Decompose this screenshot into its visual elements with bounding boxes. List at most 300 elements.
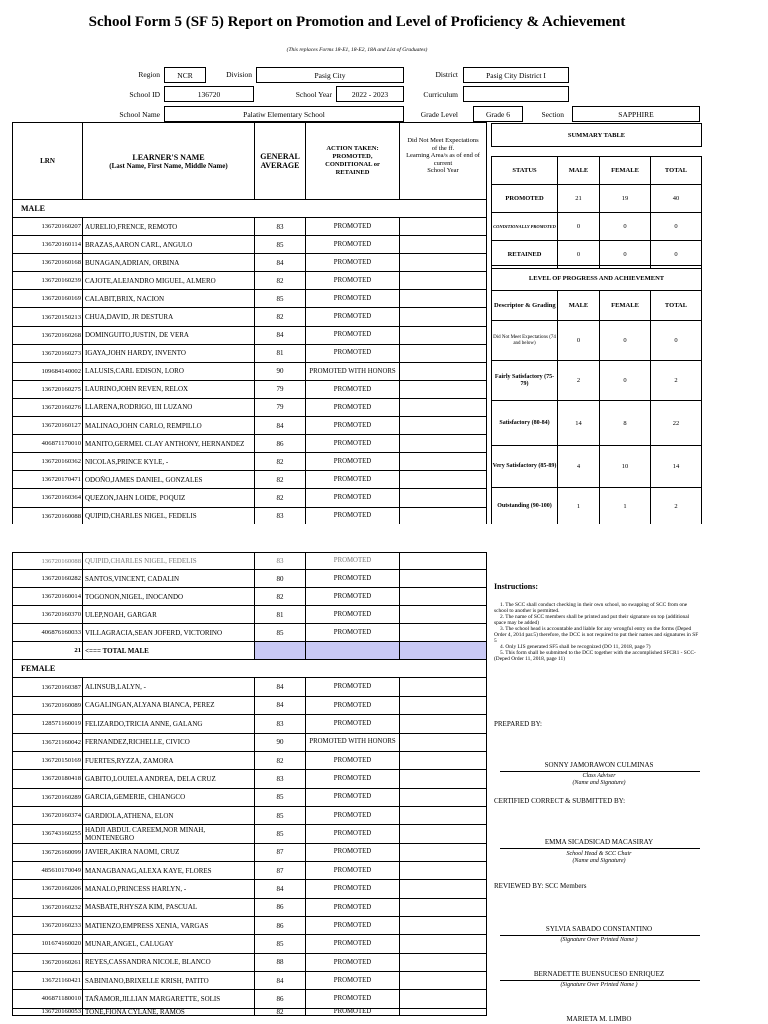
table-row	[13, 489, 487, 507]
name-header: LEARNER'S NAME (Last Name, First Name, Middle Name)	[83, 123, 255, 200]
table-row-average: 84	[255, 696, 306, 714]
table-row-action: PROMOTED	[306, 788, 400, 806]
table-row	[13, 398, 487, 416]
table-row-remarks	[400, 916, 487, 934]
table-row	[13, 916, 487, 934]
progress-table	[491, 265, 702, 526]
table-row	[13, 953, 487, 971]
progress-descriptor: Fairly Satisfactory (75-79)	[492, 361, 558, 401]
table-row-lrn: 136720160088	[13, 507, 83, 525]
table-row-remarks	[400, 825, 487, 843]
table-row-name: ODOÑO,JAMES DANIEL, GONZALES	[83, 471, 255, 489]
table-row	[13, 624, 487, 642]
table-row-average: 85	[255, 806, 306, 824]
district-label: District	[435, 70, 458, 79]
table-row-average: 88	[255, 953, 306, 971]
scc-member-name: MARIETA M. LIMBO	[566, 1015, 632, 1023]
table-row-action: PROMOTED	[306, 935, 400, 953]
table-row-action: PROMOTED	[306, 570, 400, 588]
progress-total-header: TOTAL	[651, 291, 702, 321]
grade-level-field: Grade 6	[473, 106, 523, 122]
table-row-remarks	[400, 362, 487, 380]
table-row-lrn: 136720150169	[13, 751, 83, 769]
table-row-remarks	[400, 953, 487, 971]
table-row-lrn: 136720160088	[13, 553, 83, 570]
table-row-name: QUIPID,CHARLES NIGEL, FEDELIS	[83, 507, 255, 525]
summary-total-value: 0	[651, 241, 702, 269]
table-row-lrn: 136720180418	[13, 770, 83, 788]
table-row-name: QUIPID,CHARLES NIGEL, FEDELIS	[83, 553, 255, 570]
progress-male-value: 2	[558, 361, 600, 401]
section-label: Section	[541, 110, 564, 119]
table-row-average: 86	[255, 435, 306, 453]
table-row-name: MATIENZO,EMPRESS XENIA, VARGAS	[83, 916, 255, 934]
table-row-remarks	[400, 935, 487, 953]
table-row-remarks	[400, 861, 487, 879]
table-row-lrn: 136720160114	[13, 236, 83, 254]
table-row-remarks	[400, 471, 487, 489]
table-row	[13, 218, 487, 236]
progress-female-value: 0	[600, 361, 651, 401]
table-row-lrn: 136720160273	[13, 344, 83, 362]
table-row	[13, 588, 487, 606]
district-field: Pasig City District I	[463, 67, 569, 83]
summary-total-value: 40	[651, 185, 702, 213]
table-row-remarks	[400, 588, 487, 606]
instruction-item: 3. The school head is accountable and liable for any wrongful entry on the forms (Deped Order 4, 2014 par.5) therefore, the DCC is not required to put their names and signatures in SF 5	[494, 626, 699, 644]
table-row-action: PROMOTED	[306, 272, 400, 290]
table-row	[13, 825, 487, 843]
table-row	[13, 788, 487, 806]
table-row-name: JAVIER,AKIRA NAOMI, CRUZ	[83, 843, 255, 861]
table-row-lrn: 485610170049	[13, 861, 83, 879]
table-row-lrn: 136720160261	[13, 953, 83, 971]
table-row	[13, 308, 487, 326]
progress-female-value: 0	[600, 321, 651, 361]
table-row-average: 82	[255, 751, 306, 769]
summary-male-value: 0	[558, 213, 600, 241]
school-head-sub: (Name and Signature)	[572, 858, 626, 864]
table-row-name: VILLAGRACIA,SEAN JOFERD, VICTORINO	[83, 624, 255, 642]
table-row-lrn: 136726160099	[13, 843, 83, 861]
table-row	[13, 254, 487, 272]
table-row-action: PROMOTED	[306, 696, 400, 714]
table-row-average: 85	[255, 935, 306, 953]
table-row-action: PROMOTED WITH HONORS	[306, 733, 400, 751]
table-row-name: MANITO,GERMEL CLAY ANTHONY, HERNANDEZ	[83, 435, 255, 453]
adviser-signature-line	[500, 771, 700, 772]
table-row-name: MUNAR,ANGEL, CALUGAY	[83, 935, 255, 953]
progress-total-value: 2	[651, 361, 702, 401]
table-row-name: BUNAGAN,ADRIAN, ORBINA	[83, 254, 255, 272]
table-row-lrn: 136721160421	[13, 971, 83, 989]
table-row	[13, 272, 487, 290]
table-row-name: SABINIANO,BRIXELLE KRISH, PATITO	[83, 971, 255, 989]
table-row-remarks	[400, 398, 487, 416]
table-row-lrn: 109684140002	[13, 362, 83, 380]
scc-member-name: BERNADETTE BUENSUCESO ENRIQUEZ	[533, 970, 665, 978]
division-field: Pasig City	[256, 67, 404, 83]
table-row-average: 85	[255, 624, 306, 642]
scc-member-name: SYLVIA SABADO CONSTANTINO	[545, 925, 653, 933]
table-row	[13, 326, 487, 344]
table-row-name: GARCIA,GEMERIE, CHIANGCO	[83, 788, 255, 806]
table-row-lrn: 136720160053	[13, 1008, 83, 1015]
form-title: School Form 5 (SF 5) Report on Promotion and Level of Proficiency & Achievement	[88, 14, 626, 30]
table-row-average: 83	[255, 715, 306, 733]
table-row-remarks	[400, 806, 487, 824]
table-row-average: 84	[255, 880, 306, 898]
division-label: Division	[226, 70, 252, 79]
table-row-average: 79	[255, 380, 306, 398]
school-id-field: 136720	[164, 86, 254, 102]
table-row-average: 81	[255, 344, 306, 362]
table-row	[13, 236, 487, 254]
table-row-action: PROMOTED	[306, 489, 400, 507]
table-row-average: 82	[255, 308, 306, 326]
adviser-role: Class Adviser	[582, 773, 616, 779]
table-row-remarks	[400, 880, 487, 898]
table-row-action: PROMOTED	[306, 290, 400, 308]
progress-total-value: 22	[651, 401, 702, 446]
table-row-remarks	[400, 606, 487, 624]
table-row-action: PROMOTED	[306, 453, 400, 471]
table-row-average: 84	[255, 326, 306, 344]
table-row-average: 84	[255, 971, 306, 989]
instruction-item: 1. The SCC shall conduct checking in their own school, no swapping of SCC from one school to another is permitted.	[494, 602, 688, 614]
table-row-lrn: 136720160232	[13, 898, 83, 916]
total-male-count: 21	[13, 642, 83, 660]
summary-male-header: MALE	[558, 157, 600, 185]
table-row-action: PROMOTED	[306, 1008, 400, 1015]
table-row-average: 84	[255, 254, 306, 272]
table-row	[13, 696, 487, 714]
table-row-average: 90	[255, 733, 306, 751]
table-row	[13, 380, 487, 398]
table-row-lrn: 136720160364	[13, 489, 83, 507]
table-row-name: SANTOS,VINCENT, CADALIN	[83, 570, 255, 588]
table-row-action: PROMOTED	[306, 953, 400, 971]
table-row-name: MALINAO,JOHN CARLO, REMPILLO	[83, 417, 255, 435]
table-row-remarks	[400, 733, 487, 751]
table-row-lrn: 101674160020	[13, 935, 83, 953]
reviewed-label: REVIEWED BY: SCC Members	[494, 882, 587, 890]
table-row-name: FELIZARDO,TRICIA ANNE, GALANG	[83, 715, 255, 733]
summary-male-value: 21	[558, 185, 600, 213]
summary-title: SUMMARY TABLE	[492, 124, 702, 147]
table-row-action: PROMOTED	[306, 606, 400, 624]
summary-total-header: TOTAL	[651, 157, 702, 185]
table-row-remarks	[400, 971, 487, 989]
summary-female-value: 0	[600, 241, 651, 269]
table-row-name: LLARENA,RODRIGO, III LUZANO	[83, 398, 255, 416]
table-row-remarks	[400, 751, 487, 769]
table-row	[13, 435, 487, 453]
table-row	[13, 990, 487, 1008]
table-row-remarks	[400, 308, 487, 326]
summary-female-value: 19	[600, 185, 651, 213]
table-row-remarks	[400, 435, 487, 453]
progress-title: LEVEL OF PROGRESS AND ACHIEVEMENT	[492, 266, 702, 291]
table-row-action: PROMOTED	[306, 825, 400, 843]
table-row-action: PROMOTED	[306, 588, 400, 606]
school-id-label: School ID	[129, 90, 160, 99]
table-row-remarks	[400, 489, 487, 507]
table-row	[13, 453, 487, 471]
table-row-average: 86	[255, 898, 306, 916]
table-row-name: MASBATE,RHYSZA KIM, PASCUAL	[83, 898, 255, 916]
summary-status-conditional: CONDITIONALLY PROMOTED	[492, 213, 558, 241]
total-male-label: <=== TOTAL MALE	[83, 642, 255, 660]
table-row-average: 83	[255, 507, 306, 525]
table-row-remarks	[400, 218, 487, 236]
table-row-action: PROMOTED	[306, 344, 400, 362]
instructions-list	[494, 602, 702, 662]
table-row-name: CHUA,DAVID, JR DESTURA	[83, 308, 255, 326]
school-head-role: School Head & SCC Chair	[566, 851, 632, 857]
table-row-remarks	[400, 236, 487, 254]
table-row-action: PROMOTED	[306, 990, 400, 1008]
table-row-name: MANAGBANAG,ALEXA KAYE, FLORES	[83, 861, 255, 879]
form-subtitle: (This replaces Forms 18-E1, 18-E2, 18A and List of Graduates)	[286, 47, 428, 53]
progress-female-value: 8	[600, 401, 651, 446]
summary-total-value: 0	[651, 213, 702, 241]
table-row-lrn: 136720160089	[13, 696, 83, 714]
table-row-remarks	[400, 570, 487, 588]
table-row-action: PROMOTED	[306, 507, 400, 525]
summary-status-promoted: PROMOTED	[492, 185, 558, 213]
progress-male-value: 1	[558, 488, 600, 526]
table-row	[13, 935, 487, 953]
table-row	[13, 880, 487, 898]
member-signature-line	[500, 935, 700, 936]
school-name-label: School Name	[119, 110, 160, 119]
dnme-header: Did Not Meet Expectations of the ff. Learning Area/s as of end of current School Year	[400, 123, 487, 200]
table-row-name: CAJOTE,ALEJANDRO MIGUEL, ALMERO	[83, 272, 255, 290]
prepared-by-label: PREPARED BY:	[494, 720, 542, 728]
progress-male-value: 14	[558, 401, 600, 446]
table-row-remarks	[400, 272, 487, 290]
table-row-average: 85	[255, 825, 306, 843]
progress-total-value: 14	[651, 446, 702, 488]
table-row-remarks	[400, 417, 487, 435]
table-row-average: 85	[255, 236, 306, 254]
table-row-action: PROMOTED	[306, 471, 400, 489]
table-row-remarks	[400, 678, 487, 696]
progress-total-value: 0	[651, 321, 702, 361]
table-row	[13, 417, 487, 435]
table-row-average: 87	[255, 861, 306, 879]
table-row-lrn: 136720160276	[13, 398, 83, 416]
table-row-average: 80	[255, 570, 306, 588]
table-row-average: 82	[255, 471, 306, 489]
table-row	[13, 733, 487, 751]
table-row-name: LAURINO,JOHN REVEN, RELOX	[83, 380, 255, 398]
action-header: ACTION TAKEN: PROMOTED, CONDITIONAL or RETAINED	[306, 123, 400, 200]
table-row-action: PROMOTED	[306, 678, 400, 696]
table-row-lrn: 136720170471	[13, 471, 83, 489]
table-row-name: REYES,CASSANDRA NICOLE, BLANCO	[83, 953, 255, 971]
grade-level-label: Grade Level	[420, 110, 458, 119]
learners-table-continued	[12, 552, 487, 1016]
average-header: GENERAL AVERAGE	[255, 123, 306, 200]
summary-table	[491, 123, 702, 269]
table-row-average: 85	[255, 788, 306, 806]
male-section-label: MALE	[13, 200, 487, 218]
table-row-lrn: 406871180010	[13, 990, 83, 1008]
table-row-lrn: 136743160255	[13, 825, 83, 843]
table-row-action: PROMOTED	[306, 806, 400, 824]
table-row-name: GABITO,LOUIELA ANDREA, DELA CRUZ	[83, 770, 255, 788]
school-head-name: EMMA SICADSICAD MACASIRAY	[544, 838, 654, 846]
table-row-lrn: 136720160169	[13, 290, 83, 308]
instruction-item: 5. This form shall be submitted to the DCC together with the accomplished SFCR1 - SCC- (Deped Order 11, 2018, page 11)	[494, 650, 696, 662]
table-row-name: QUEZON,JAHN LOIDE, POQUIZ	[83, 489, 255, 507]
female-section-label: FEMALE	[13, 660, 487, 678]
table-row-remarks	[400, 290, 487, 308]
table-row	[13, 606, 487, 624]
head-signature-line	[500, 848, 700, 849]
table-row-lrn: 136720160233	[13, 916, 83, 934]
table-row-action: PROMOTED WITH HONORS	[306, 362, 400, 380]
table-row-average: 82	[255, 453, 306, 471]
table-row-action: PROMOTED	[306, 916, 400, 934]
curriculum-label: Curriculum	[423, 90, 458, 99]
table-row	[13, 861, 487, 879]
table-row-action: PROMOTED	[306, 380, 400, 398]
table-row	[13, 344, 487, 362]
progress-descriptor: Outstanding (90-100)	[492, 488, 558, 526]
table-row	[13, 751, 487, 769]
table-row-lrn: 136720160239	[13, 272, 83, 290]
table-row-average: 83	[255, 218, 306, 236]
table-row-action: PROMOTED	[306, 751, 400, 769]
adviser-name: SONNY JAMORAWON CULMINAS	[544, 761, 654, 769]
table-row-average: 85	[255, 290, 306, 308]
table-row-remarks	[400, 898, 487, 916]
table-row-average: 83	[255, 770, 306, 788]
progress-male-header: MALE	[558, 291, 600, 321]
table-row-name: CAGALINGAN,ALYANA BIANCA, PEREZ	[83, 696, 255, 714]
table-row-lrn: 136720150213	[13, 308, 83, 326]
table-row-average: 79	[255, 398, 306, 416]
table-row-action: PROMOTED	[306, 308, 400, 326]
instruction-item: 4. Only LIS generated SF5 shall be recognized (DO 11, 2018, page 7)	[500, 644, 651, 650]
table-row-average: 82	[255, 272, 306, 290]
table-row	[13, 715, 487, 733]
table-row-remarks	[400, 696, 487, 714]
table-row-action: PROMOTED	[306, 898, 400, 916]
table-row-lrn: 136720160282	[13, 570, 83, 588]
table-row-lrn: 136720160387	[13, 678, 83, 696]
table-row-lrn: 136720160168	[13, 254, 83, 272]
table-row-name: FERNANDEZ,RICHELLE, CIVICO	[83, 733, 255, 751]
adviser-sub: (Name and Signature)	[572, 780, 626, 786]
table-row-remarks	[400, 770, 487, 788]
scc-member-sub: (Signature Over Printed Name )	[560, 937, 638, 943]
table-row-action: PROMOTED	[306, 770, 400, 788]
table-row	[13, 471, 487, 489]
table-row-remarks	[400, 254, 487, 272]
table-row-action: PROMOTED	[306, 326, 400, 344]
learners-table	[12, 122, 487, 526]
table-row-average: 84	[255, 417, 306, 435]
table-row-action: PROMOTED	[306, 398, 400, 416]
table-row-name: GARDIOLA,ATHENA, ELON	[83, 806, 255, 824]
progress-female-value: 1	[600, 488, 651, 526]
table-row-name: ALINSUB,LALYN, -	[83, 678, 255, 696]
table-row-action: PROMOTED	[306, 553, 400, 570]
table-row-name: IGAYA,JOHN HARDY, INVENTO	[83, 344, 255, 362]
table-row-average: 90	[255, 362, 306, 380]
table-row-lrn: 128571160019	[13, 715, 83, 733]
summary-female-value: 0	[600, 213, 651, 241]
table-row-lrn: 406876160033	[13, 624, 83, 642]
table-row-name: AURELIO,FRENCE, REMOTO	[83, 218, 255, 236]
table-row-lrn: 136720160127	[13, 417, 83, 435]
table-row-remarks	[400, 453, 487, 471]
table-row-average: 84	[255, 678, 306, 696]
school-year-label: School Year	[295, 90, 332, 99]
region-label: Region	[138, 70, 160, 79]
table-row-lrn: 136720160362	[13, 453, 83, 471]
curriculum-field	[463, 86, 569, 102]
table-row-remarks	[400, 715, 487, 733]
table-row-action: PROMOTED	[306, 861, 400, 879]
table-row-average: 82	[255, 489, 306, 507]
school-year-field: 2022 - 2023	[336, 86, 404, 102]
table-row-average: 81	[255, 606, 306, 624]
table-row-lrn: 136720160289	[13, 788, 83, 806]
progress-desc-header: Descriptor & Grading	[492, 291, 558, 321]
summary-status-retained: RETAINED	[492, 241, 558, 269]
table-row-average: 82	[255, 1008, 306, 1015]
table-row-name: ULEP,NOAH, GARGAR	[83, 606, 255, 624]
lrn-header: LRN	[13, 123, 83, 200]
table-row-action: PROMOTED	[306, 880, 400, 898]
table-row	[13, 770, 487, 788]
table-row-lrn: 136721160042	[13, 733, 83, 751]
table-row-action: PROMOTED	[306, 624, 400, 642]
summary-female-header: FEMALE	[600, 157, 651, 185]
table-row	[13, 362, 487, 380]
table-row	[13, 290, 487, 308]
table-row-name: CALABIT,BRIX, NACION	[83, 290, 255, 308]
summary-male-value: 0	[558, 241, 600, 269]
progress-descriptor: Very Satisfactory (85-89)	[492, 446, 558, 488]
table-row-name: MANALO,PRINCESS HARLYN, -	[83, 880, 255, 898]
scc-member-sub: (Signature Over Printed Name )	[560, 982, 638, 988]
table-row-remarks	[400, 788, 487, 806]
progress-female-value: 10	[600, 446, 651, 488]
table-row-name: DOMINGUITO,JUSTIN, DE VERA	[83, 326, 255, 344]
table-row-name: TONE,FIONA CYLANE, RAMOS	[83, 1008, 255, 1015]
table-row-remarks	[400, 624, 487, 642]
table-row-average: 86	[255, 916, 306, 934]
table-row	[13, 678, 487, 696]
table-row-remarks	[400, 380, 487, 398]
table-row	[13, 570, 487, 588]
table-row-action: PROMOTED	[306, 254, 400, 272]
table-row-action: PROMOTED	[306, 843, 400, 861]
table-row-lrn: 136720160374	[13, 806, 83, 824]
table-row	[13, 898, 487, 916]
member-signature-line	[500, 980, 700, 981]
progress-male-value: 4	[558, 446, 600, 488]
table-row-lrn: 136720160370	[13, 606, 83, 624]
table-row-average: 87	[255, 843, 306, 861]
table-row-lrn: 136720160206	[13, 880, 83, 898]
